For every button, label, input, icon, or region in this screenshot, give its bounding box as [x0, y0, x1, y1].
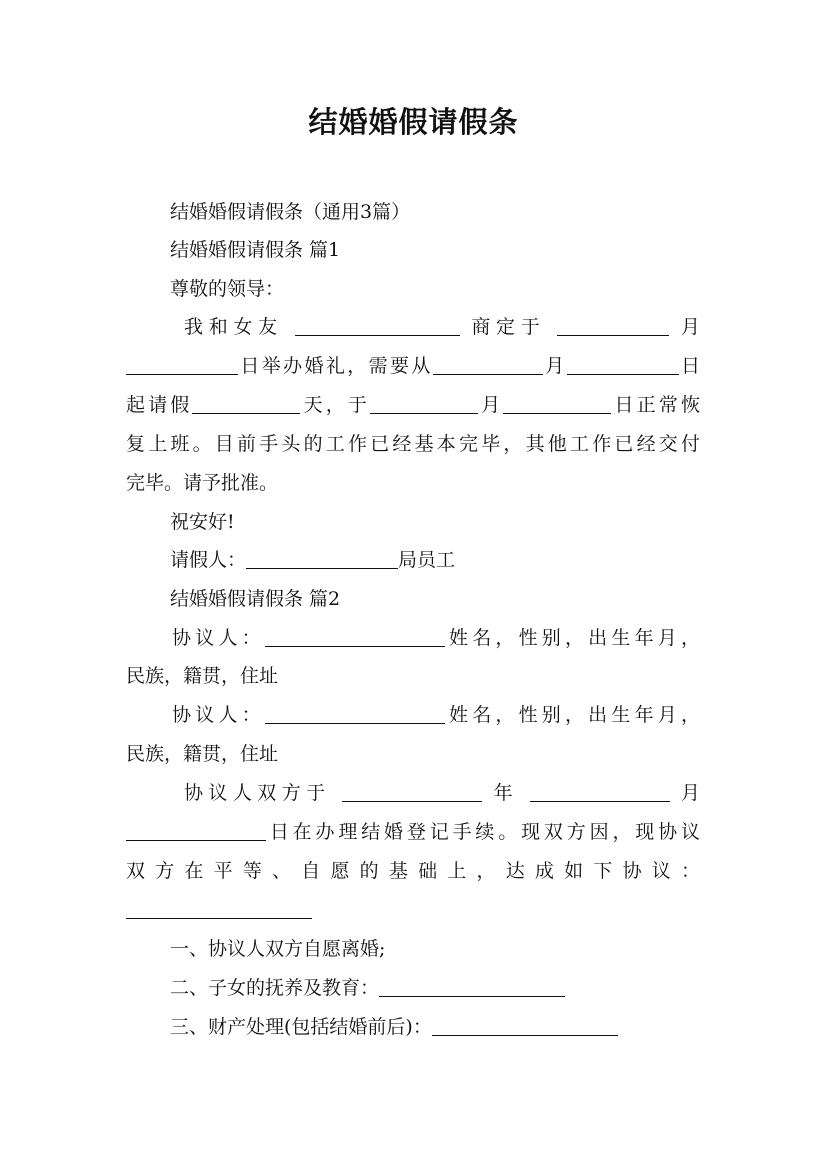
fill-blank: [433, 356, 543, 375]
text-span: 三、财产处理(包括结婚前后)：: [170, 1016, 432, 1038]
list-item: 一、协议人双方自愿离婚;: [170, 938, 386, 960]
fill-blank: [530, 783, 670, 802]
text-span: 我和女友: [184, 316, 283, 338]
text-span: 月: [478, 394, 504, 416]
fill-blank: [265, 705, 445, 724]
paragraph-line: 双方在平等、自愿的基础上，达成如下协议：: [126, 860, 700, 882]
fill-blank: [379, 978, 565, 997]
paragraph-line: [126, 352, 700, 380]
fill-blank: [557, 317, 669, 336]
text-span: 二、子女的抚养及教育：: [170, 977, 380, 999]
text-span: 日举办婚礼，需要从: [238, 355, 433, 377]
fill-blank: [342, 783, 482, 802]
list-item: [170, 1013, 700, 1041]
signer-suffix: 局员工: [398, 549, 456, 571]
signer-label: 请假人：: [170, 549, 247, 571]
paragraph-line: [126, 818, 700, 846]
paragraph-line: 完毕。请予批准。: [126, 472, 279, 494]
fill-blank: [192, 395, 300, 414]
section-heading-2: 结婚婚假请假条 篇2: [170, 588, 341, 610]
fill-blank: [567, 356, 679, 375]
signer-line: [170, 546, 700, 574]
fill-blank: [126, 822, 266, 841]
text-span: 月: [680, 782, 700, 804]
party-line: [172, 624, 700, 652]
document-subtitle: 结婚婚假请假条（通用3篇）: [170, 201, 411, 223]
paragraph-line: [126, 391, 700, 419]
paragraph-line: 复上班。目前手头的工作已经基本完毕，其他工作已经交付: [126, 433, 700, 455]
text-span: 日在办理结婚登记手续。现双方因，现协议: [266, 821, 700, 843]
paragraph-line: [126, 896, 700, 924]
text-span: 协议人：: [172, 627, 265, 649]
fill-blank: [370, 395, 478, 414]
page-title: 结婚婚假请假条: [308, 105, 519, 139]
paragraph-line: [184, 313, 700, 341]
fill-blank: [432, 1017, 618, 1036]
text-span: 姓名，性别，出生年月，: [444, 704, 700, 726]
closing: 祝安好!: [170, 511, 235, 533]
text-span: 协议人双方于: [184, 782, 331, 804]
text-span: 年: [493, 782, 519, 804]
paragraph-line: [184, 779, 700, 807]
text-span: 商定于: [471, 316, 546, 338]
text-span: 协议人：: [172, 704, 265, 726]
text-span: 日正常恢: [611, 394, 700, 416]
text-span: 月: [542, 355, 567, 377]
fill-blank: [126, 900, 312, 919]
party-details: 民族，籍贯，住址: [126, 743, 279, 765]
text-span: 日: [678, 355, 700, 377]
fill-blank: [126, 356, 238, 375]
text-span: 姓名，性别，出生年月，: [444, 627, 700, 649]
list-item: [170, 974, 700, 1002]
section-heading-1: 结婚婚假请假条 篇1: [170, 239, 341, 261]
party-line: [172, 701, 700, 729]
fill-blank: [295, 317, 460, 336]
salutation: 尊敬的领导：: [170, 278, 285, 300]
text-span: 月: [680, 316, 700, 338]
text-span: 天，于: [300, 394, 371, 416]
fill-blank: [503, 395, 611, 414]
party-details: 民族，籍贯，住址: [126, 665, 279, 687]
text-span: 起请假: [126, 394, 193, 416]
fill-blank: [265, 628, 445, 647]
fill-blank: [246, 550, 398, 569]
